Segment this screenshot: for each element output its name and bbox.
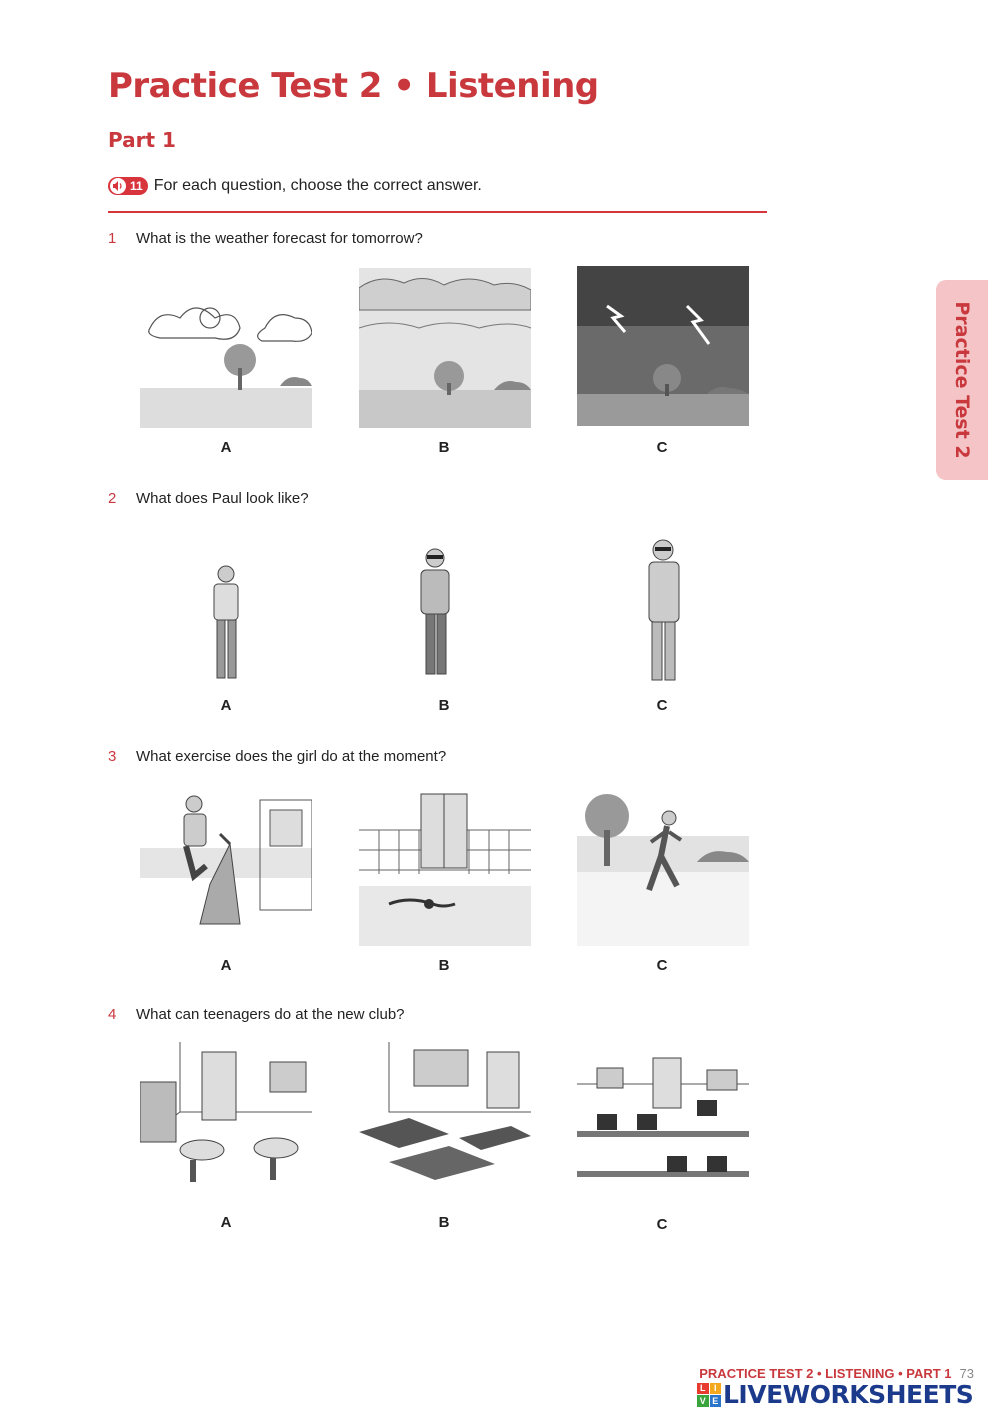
q4-label-c: C xyxy=(656,1216,668,1233)
audio-track-number: 11 xyxy=(130,179,143,193)
q2-label-b: B xyxy=(438,697,450,714)
question-number: 1 xyxy=(108,230,117,247)
page-number: 73 xyxy=(959,1366,974,1381)
q2-option-a-image[interactable] xyxy=(140,530,312,690)
audio-instruction xyxy=(108,176,482,196)
q4-option-b-image[interactable] xyxy=(359,1042,531,1202)
q4-option-c-image[interactable] xyxy=(577,1044,749,1204)
q3-option-a-image[interactable] xyxy=(140,786,312,946)
page-title: Practice Test 2 • Listening xyxy=(108,66,599,106)
divider xyxy=(108,211,767,213)
audio-track-button[interactable] xyxy=(108,177,148,195)
brand-name: LIVEWORKSHEETS xyxy=(723,1380,974,1409)
question-2 xyxy=(108,490,309,507)
q3-label-b: B xyxy=(438,957,450,974)
question-number: 3 xyxy=(108,748,117,765)
q4-label-b: B xyxy=(438,1214,450,1231)
question-3 xyxy=(108,748,446,765)
question-1 xyxy=(108,230,423,247)
question-number: 4 xyxy=(108,1006,117,1023)
q3-option-b-image[interactable] xyxy=(359,786,531,946)
q3-option-c-image[interactable] xyxy=(577,786,749,946)
q3-label-a: A xyxy=(220,957,232,974)
question-number: 2 xyxy=(108,490,117,507)
page-footer xyxy=(699,1366,974,1381)
q1-label-c: C xyxy=(656,439,668,456)
brand-watermark xyxy=(697,1380,973,1409)
question-text: What exercise does the girl do at the moment? xyxy=(136,748,447,765)
q1-label-a: A xyxy=(220,439,232,456)
q4-label-a: A xyxy=(220,1214,232,1231)
q1-label-b: B xyxy=(438,439,450,456)
q2-option-c-image[interactable] xyxy=(577,530,749,690)
q1-option-a-image[interactable] xyxy=(140,268,312,428)
q2-label-c: C xyxy=(656,697,668,714)
instruction-text: For each question, choose the correct answer. xyxy=(153,177,482,194)
side-tab-label: Practice Test 2 xyxy=(951,301,973,459)
q4-option-a-image[interactable] xyxy=(140,1042,312,1202)
part-heading: Part 1 xyxy=(108,128,176,152)
speaker-icon xyxy=(110,178,126,194)
question-text: What can teenagers do at the new club? xyxy=(136,1006,405,1023)
q2-option-b-image[interactable] xyxy=(359,530,531,690)
brand-logo-icon: L I V E xyxy=(697,1383,721,1407)
q3-label-c: C xyxy=(656,957,668,974)
question-4 xyxy=(108,1006,405,1023)
question-text: What is the weather forecast for tomorrow? xyxy=(136,230,423,247)
q1-option-c-image[interactable] xyxy=(577,266,749,426)
q2-label-a: A xyxy=(220,697,232,714)
footer-text: PRACTICE TEST 2 • LISTENING • PART 1 xyxy=(699,1366,952,1381)
q1-option-b-image[interactable] xyxy=(359,268,531,428)
question-text: What does Paul look like? xyxy=(136,490,309,507)
side-tab xyxy=(936,280,988,480)
